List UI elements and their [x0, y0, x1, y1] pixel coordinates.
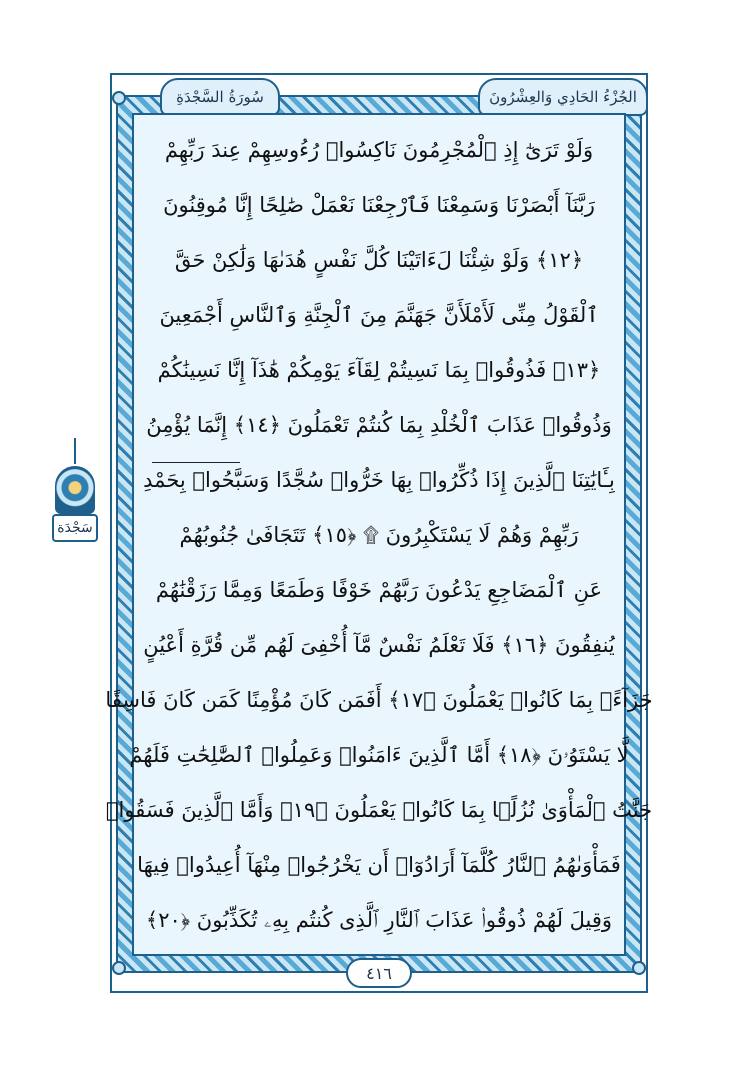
- text-line: وَذُوقُوا۟ عَذَابَ ٱلْخُلْدِ بِمَا كُنتُمْ تَعْمَلُونَ ﴿١٤﴾ إِنَّمَا يُؤْمِنُ: [146, 413, 612, 437]
- surah-header: [160, 78, 280, 116]
- text-line: جَنَّٰتُ ٱلْمَأْوَىٰ نُزُلًۢا بِمَا كَانُوا۟ يَعْمَلُونَ ﴿١٩﴾ وَأَمَّا ٱلَّذِينَ فَسَقُوا۟: [105, 798, 653, 822]
- sajda-ornament-icon: [55, 466, 95, 514]
- text-line: يُنفِقُونَ ﴿١٦﴾ فَلَا تَعْلَمُ نَفْسٌ مَّآ أُخْفِىَ لَهُم مِّن قُرَّةِ أَعْيُنٍ: [143, 633, 615, 657]
- text-line: وَلَوْ تَرَىٰٓ إِذِ ٱلْمُجْرِمُونَ نَاكِسُوا۟ رُءُوسِهِمْ عِندَ رَبِّهِمْ: [164, 138, 594, 162]
- text-line: عَنِ ٱلْمَضَاجِعِ يَدْعُونَ رَبَّهُمْ خَوْفًا وَطَمَعًا وَمِمَّا رَزَقْنَٰهُمْ: [155, 578, 603, 602]
- text-line: رَبَّنَآ أَبْصَرْنَا وَسَمِعْنَا فَٱرْجِعْنَا نَعْمَلْ صَٰلِحًا إِنَّا مُوقِنُونَ: [163, 193, 595, 217]
- corner-ornament: [112, 91, 126, 105]
- surah-title: سُورَةُ السَّجْدَةِ: [176, 88, 264, 106]
- page-number-text: ٤١٦: [366, 963, 392, 983]
- corner-ornament: [112, 961, 126, 975]
- corner-ornament: [632, 961, 646, 975]
- text-line: وَقِيلَ لَهُمْ ذُوقُوا۟ عَذَابَ ٱلنَّارِ ٱلَّذِى كُنتُم بِهِۦ تُكَذِّبُونَ ﴿٢٠﴾: [145, 907, 613, 932]
- text-line: جَزَآءًۢ بِمَا كَانُوا۟ يَعْمَلُونَ ﴿١٧﴾ أَفَمَن كَانَ مُؤْمِنًا كَمَن كَانَ فَاسِقًا: [105, 688, 653, 712]
- sajda-marker: [52, 458, 98, 568]
- text-line: ﴿١٢﴾ وَلَوْ شِئْنَا لَءَاتَيْنَا كُلَّ نَفْسٍ هُدَىٰهَا وَلَٰكِنْ حَقَّ: [174, 248, 584, 272]
- juz-title: الجُزْءُ الحَادِي وَالعِشْرُونَ: [489, 88, 637, 106]
- text-line: فَمَأْوَىٰهُمُ ٱلنَّارُ كُلَّمَآ أَرَادُوٓا۟ أَن يَخْرُجُوا۟ مِنْهَآ أُعِيدُوا۟ فِيهَا: [137, 853, 621, 877]
- text-line: رَبِّهِمْ وَهُمْ لَا يَسْتَكْبِرُونَ ۩ ﴿١٥﴾ تَتَجَافَىٰ جُنُوبُهُمْ: [179, 522, 579, 547]
- text-line: بِـَٔايَٰتِنَا ٱلَّذِينَ إِذَا ذُكِّرُوا۟ بِهَا خَرُّوا۟ سُجَّدًا وَسَبَّحُوا۟ بِحَمْدِ: [143, 468, 615, 492]
- sajda-label: [52, 514, 98, 542]
- sajda-overline: [152, 462, 240, 463]
- text-line: ﴿١٣﴾ فَذُوقُوا۟ بِمَا نَسِيتُمْ لِقَآءَ يَوْمِكُمْ هَٰذَآ إِنَّا نَسِينَٰكُمْ: [157, 358, 601, 382]
- text-line: لَّا يَسْتَوُۥنَ ﴿١٨﴾ أَمَّا ٱلَّذِينَ ءَامَنُوا۟ وَعَمِلُوا۟ ٱلصَّٰلِحَٰتِ فَلَهُمْ: [129, 742, 629, 767]
- juz-header: [478, 78, 648, 116]
- marker-stem: [74, 438, 76, 464]
- page-number: [346, 958, 412, 988]
- text-line: ٱلْقَوْلُ مِنِّى لَأَمْلَأَنَّ جَهَنَّمَ مِنَ ٱلْجِنَّةِ وَٱلنَّاسِ أَجْمَعِينَ: [159, 303, 599, 327]
- sajda-label-text: سَجْدَة: [57, 520, 93, 536]
